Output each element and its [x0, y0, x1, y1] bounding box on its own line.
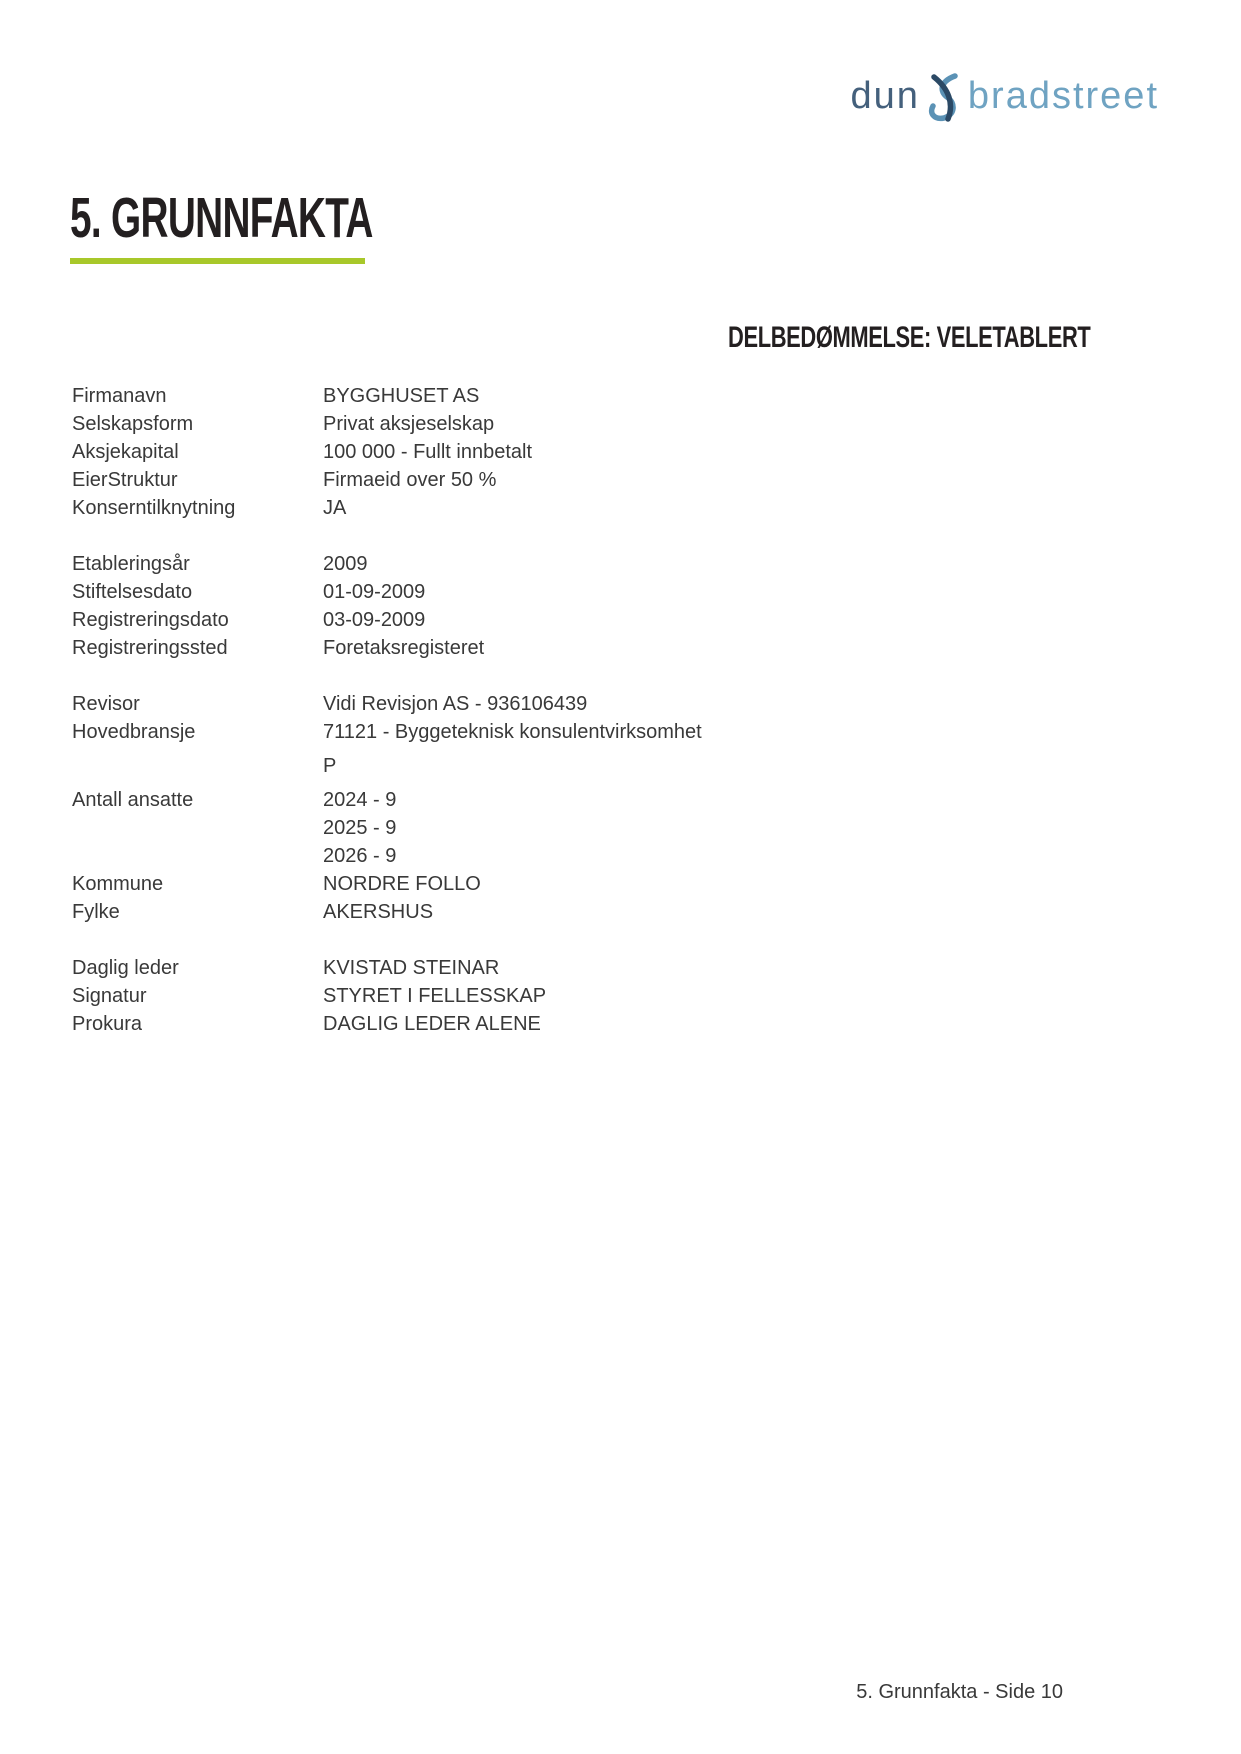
- facts-row: [72, 1010, 702, 1038]
- facts-row: [72, 634, 702, 662]
- fact-label: Registreringssted: [72, 637, 228, 659]
- logo-word-dun: dun: [850, 75, 920, 117]
- facts-row: [72, 786, 702, 814]
- fact-value: 71121 - Byggeteknisk konsulentvirksomhet: [323, 721, 702, 743]
- facts-group: [72, 382, 702, 522]
- fact-label: [72, 814, 323, 842]
- fact-value: DAGLIG LEDER ALENE: [323, 1013, 541, 1035]
- fact-value: BYGGHUSET AS: [323, 385, 480, 407]
- page-title: 5. GRUNNFAKTA: [70, 186, 373, 250]
- facts-table: [72, 382, 702, 1038]
- facts-group: [72, 954, 702, 1038]
- fact-value: AKERSHUS: [323, 901, 434, 923]
- facts-row: [72, 690, 702, 718]
- fact-label: Firmanavn: [72, 385, 167, 407]
- facts-row: [72, 438, 702, 466]
- facts-row: [72, 870, 702, 898]
- fact-value: 01-09-2009: [323, 581, 426, 603]
- fact-label: Selskapsform: [72, 413, 194, 435]
- fact-value: KVISTAD STEINAR: [323, 957, 500, 979]
- fact-label: Hovedbransje: [72, 721, 196, 743]
- facts-row: [72, 578, 702, 606]
- facts-row: [72, 814, 702, 842]
- fact-value: 100 000 - Fullt innbetalt: [323, 441, 533, 463]
- facts-row: [72, 954, 702, 982]
- fact-value: STYRET I FELLESSKAP: [323, 985, 547, 1007]
- fact-value: Firmaeid over 50 %: [323, 469, 497, 491]
- fact-value: 2026 - 9: [323, 845, 397, 867]
- fact-label: Etableringsår: [72, 553, 190, 575]
- fact-label: Stiftelsesdato: [72, 581, 193, 603]
- fact-label: Fylke: [72, 901, 120, 923]
- fact-value: Vidi Revisjon AS - 936106439: [323, 693, 588, 715]
- facts-row: [72, 410, 702, 438]
- fact-value: 03-09-2009: [323, 609, 426, 631]
- subassessment-heading: DELBEDØMMELSE: VELETABLERT: [728, 321, 1091, 354]
- facts-group: [72, 690, 702, 926]
- dun-bradstreet-logo: [851, 72, 1160, 116]
- fact-value: JA: [323, 497, 347, 519]
- ampersand-icon: [923, 72, 965, 122]
- fact-value: 2009: [323, 553, 368, 575]
- fact-label: Prokura: [72, 1013, 143, 1035]
- facts-row: [72, 494, 702, 522]
- fact-label: Registreringsdato: [72, 609, 229, 631]
- fact-label: Konserntilknytning: [72, 497, 236, 519]
- facts-row: [72, 842, 702, 870]
- fact-label: Aksjekapital: [72, 441, 179, 463]
- facts-group: [72, 550, 702, 662]
- facts-row: [72, 606, 702, 634]
- fact-label: Kommune: [72, 873, 164, 895]
- fact-value: P: [323, 755, 337, 777]
- fact-value: 2025 - 9: [323, 817, 397, 839]
- title-accent-rule: [70, 258, 365, 264]
- fact-value: NORDRE FOLLO: [323, 873, 481, 895]
- fact-label: Antall ansatte: [72, 789, 194, 811]
- fact-label: [72, 752, 323, 780]
- facts-row: [72, 466, 702, 494]
- facts-row: [72, 718, 702, 746]
- fact-label: Daglig leder: [72, 957, 179, 979]
- facts-row: [72, 752, 702, 780]
- logo-word-bradstreet: bradstreet: [967, 75, 1159, 117]
- page-footer: 5. Grunnfakta - Side 10: [856, 1681, 1063, 1703]
- fact-value: Foretaksregisteret: [323, 637, 485, 659]
- fact-label: [72, 842, 323, 870]
- fact-label: EierStruktur: [72, 469, 178, 491]
- fact-label: Revisor: [72, 693, 140, 715]
- facts-row: [72, 550, 702, 578]
- fact-value: Privat aksjeselskap: [323, 413, 495, 435]
- fact-label: Signatur: [72, 985, 147, 1007]
- fact-value: 2024 - 9: [323, 789, 397, 811]
- facts-row: [72, 982, 702, 1010]
- facts-row: [72, 898, 702, 926]
- facts-row: [72, 382, 702, 410]
